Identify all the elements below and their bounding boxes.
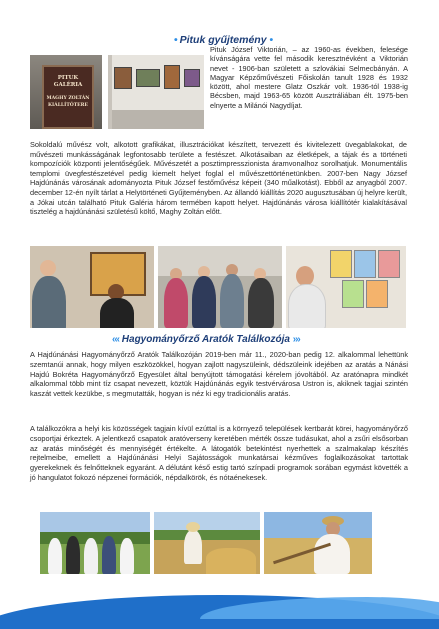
photo-gallery-sign — [30, 55, 102, 129]
photo-gallery-room — [108, 55, 204, 129]
gallery-sign — [42, 65, 94, 129]
bullet-icon: • — [269, 34, 273, 46]
photo-exhibition-visitors — [30, 246, 154, 328]
bullet-icon: • — [174, 34, 177, 46]
chevrons-right-icon: ››› — [292, 334, 300, 345]
photo-harvest-field — [154, 512, 260, 574]
sign-line: KIÁLLÍTÓTERE — [48, 102, 88, 108]
harvest-paragraph-1: A Hajdúnánási Hagyományőrző Aratók Találkozóján 2019-ben már 11., 2020-ban pedig 12. alkalommal lehettünk szemtanúi annak, hogy milyen eszközökkel, hogyan zajlott nagyszüleink, dédszüleink idejében az aratás a Nánási Hajdú Bokréta Hagyományőrző Egyesület által benyújtott támogatási kérelem jóvoltából. Az aratónapra mindkét alkalommal több mint tíz csapat nevezett, köztük Hajdúnánás egyik testvérvárosa Ustron is, akiknek tagjai szintén kaszát vettek kezükbe, s megmutatták, hogyan is néz ki egy tradicionális aratás. — [30, 350, 408, 398]
section-title-text: Hagyományőrző Aratók Találkozója — [121, 334, 290, 345]
sign-line: PITUK — [57, 75, 79, 81]
photo-opening-crowd — [158, 246, 282, 328]
sign-line: GALÉRIA — [53, 81, 83, 88]
body-paragraph: Sokoldalú művész volt, alkotott grafikákat, illusztrációkat készített, tervezett és kivitelezett üvegablakokat, de művészeti munkásságának legfontosabb területe a festészet. Alkotásaiban az életképek, a tájak és a történeti kompozíciók központi jelentőségűek. Művészetét a posztimpresszionista áramvonalhoz sorolhatjuk. Monumentális templomi üvegfestészetével pedig kiemelt helyet foglal el művészettörténetünkben. 2007-ben Nagy József Hajdúnánás városának adományozta Pituk József festőművész képeit (340 műalkotást). Ebből az anyagból 2007. december 12-én nyílt tárlat a Helytörténeti Gyűjteményben. Az állandó kiállítás 2020 augusztusában új helyre került, a Jókai utcán található Pituk Galéria három termében kapott helyet. Hajdúnánás városa kiállítótér kialakításával tisztelég a hajdúnánási születésű költő, Maghy Zoltán előtt. — [30, 140, 407, 217]
photo-speaker-portraits — [286, 246, 406, 328]
harvest-paragraph-2: A találkozókra a helyi kis közösségek tagjain kívül ezúttal is a környező települések kertbarát körei, hagyományőrző csoportjai érkeztek. A jelentkező csapatok aratóverseny keretében mérték össze tudásukat, ahol a zsűri elsősorban az aratás minőségét és mennyiségét értékelte. A látogatók betekintést nyerhettek a szalmakalap készítés rejtelmeibe, emellett a Hajdúnánási Helyi Sajátosságok munkatársai kézműves foglalkozásokat tartottak gyerekeknek és felnőtteknek egyaránt. A délutánt késő estig tartó színpadi programok sorában egymást követték a jó hangulatot fokozó népzenei formációk, népdalkörök, és nótaénekesek. — [30, 424, 408, 482]
section-title-aratok — [112, 334, 300, 345]
photo-folk-group — [40, 512, 150, 574]
chevrons-left-icon: ‹‹‹ — [112, 334, 119, 345]
photo-scythe-worker — [264, 512, 372, 574]
section-title-text: Pituk gyűjtemény — [179, 34, 267, 46]
sign-line: MAGHY ZOLTÁN — [46, 96, 90, 101]
intro-paragraph: Pituk József Viktorián, – az 1960-as években, felesége kívánságára vette fel második keresztnévként a Viktorián nevet - 1906-ban született a szlovákiai Selmecbányán. A Magyar Képzőművészeti Főiskolán tanult 1928 és 1932 között, ahol mestere Glatz Oszkár volt. 1936-tól 1938-ig Bécsben, majd 1963-65 között Ausztráliában élt. 1975-ben elnyerte a Milánói Nagydíjat. — [210, 45, 408, 110]
